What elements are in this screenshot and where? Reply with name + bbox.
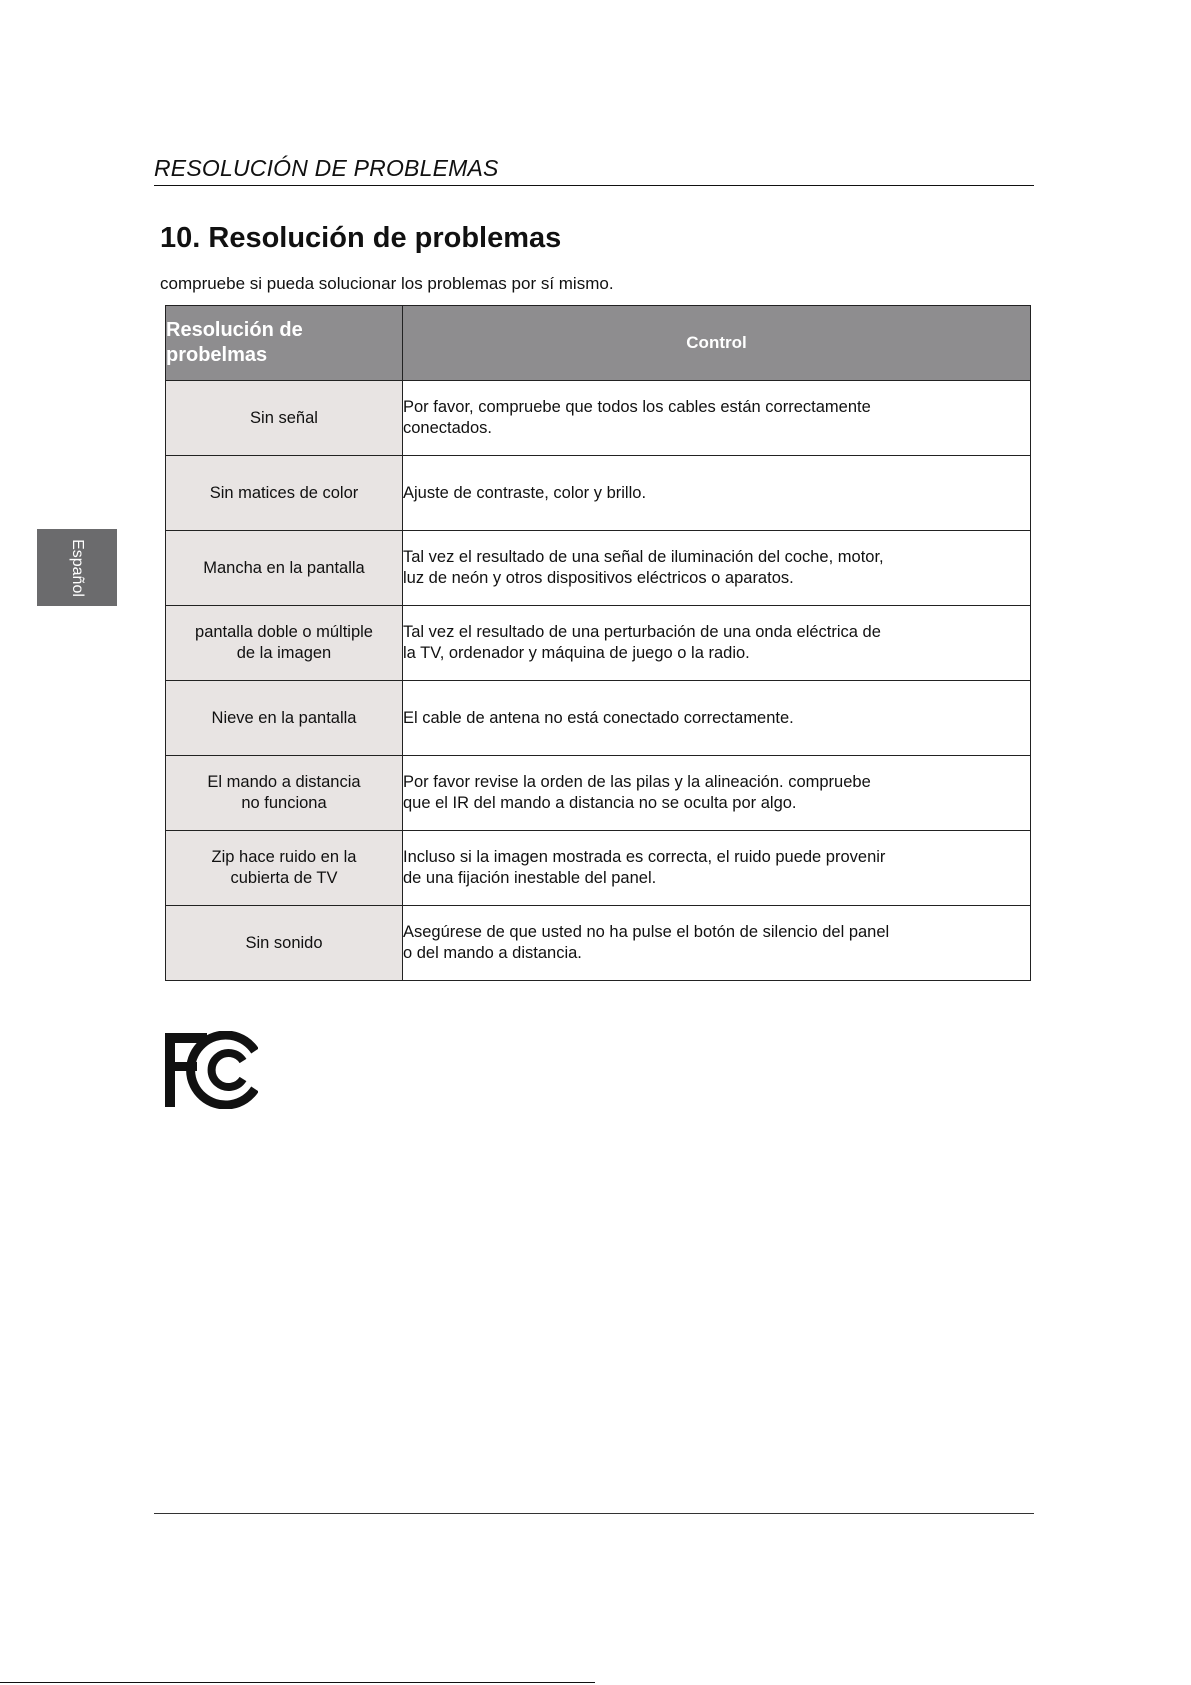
section-header: RESOLUCIÓN DE PROBLEMAS <box>154 155 499 181</box>
problem-cell <box>166 681 403 756</box>
control-cell <box>403 831 1031 906</box>
problem-cell <box>166 531 403 606</box>
problem-text: pantalla doble o múltiple <box>195 623 373 641</box>
problem-text: Sin señal <box>250 408 318 427</box>
header-problem: Resolución de probelmas <box>166 306 403 381</box>
control-text: Tal vez el resultado de una señal de iluminación del coche, motor, <box>403 548 884 566</box>
problem-text: El mando a distancia <box>207 773 361 791</box>
control-text: la TV, ordenador y máquina de juego o la radio. <box>403 644 750 662</box>
intro-text: compruebe si pueda solucionar los problemas por sí mismo. <box>160 274 614 293</box>
control-text: El cable de antena no está conectado correctamente. <box>403 708 794 727</box>
language-tab <box>37 529 117 606</box>
table-row <box>166 456 1031 531</box>
control-text: Por favor, compruebe que todos los cables están correctamente <box>403 398 871 416</box>
control-cell <box>403 531 1031 606</box>
problem-text: Zip hace ruido en la <box>211 848 357 866</box>
table-row <box>166 681 1031 756</box>
problem-text: Sin matices de color <box>209 483 359 502</box>
control-text: luz de neón y otros dispositivos eléctricos o aparatos. <box>403 569 794 587</box>
table-header-row <box>166 306 1031 381</box>
footer-divider <box>154 1513 1034 1514</box>
problem-text: cubierta de TV <box>230 869 338 887</box>
problem-cell <box>166 756 403 831</box>
control-text: de una fijación inestable del panel. <box>403 869 657 887</box>
control-text: Ajuste de contraste, color y brillo. <box>403 483 647 502</box>
control-cell <box>403 906 1031 981</box>
control-text: Tal vez el resultado de una perturbación de una onda eléctrica de <box>403 623 881 641</box>
page-edge-line <box>0 1682 595 1683</box>
problem-text: de la imagen <box>236 644 332 662</box>
table-row <box>166 756 1031 831</box>
problem-cell <box>166 456 403 531</box>
troubleshooting-table <box>165 305 1031 981</box>
page-title: 10. Resolución de problemas <box>160 222 562 254</box>
control-cell <box>403 381 1031 456</box>
table-row <box>166 531 1031 606</box>
problem-cell <box>166 831 403 906</box>
problem-text: no funciona <box>241 794 327 812</box>
problem-text: Mancha en la pantalla <box>203 558 365 577</box>
control-text: o del mando a distancia. <box>403 944 582 962</box>
table-row <box>166 831 1031 906</box>
control-cell <box>403 681 1031 756</box>
table-row <box>166 906 1031 981</box>
header-control: Control <box>403 306 1031 381</box>
language-tab-label: Español <box>68 538 86 597</box>
control-text: Asegúrese de que usted no ha pulse el botón de silencio del panel <box>403 923 890 941</box>
problem-cell <box>166 606 403 681</box>
problem-cell <box>166 906 403 981</box>
header-divider <box>154 185 1034 186</box>
control-text: Por favor revise la orden de las pilas y la alineación. compruebe <box>403 773 871 791</box>
control-text: conectados. <box>403 419 492 437</box>
table-row <box>166 606 1031 681</box>
table-row <box>166 381 1031 456</box>
problem-text: Sin sonido <box>245 933 323 952</box>
problem-cell <box>166 381 403 456</box>
problem-text: Nieve en la pantalla <box>211 708 357 727</box>
control-cell <box>403 756 1031 831</box>
control-cell <box>403 606 1031 681</box>
fcc-logo-icon <box>163 1031 258 1109</box>
control-text: Incluso si la imagen mostrada es correcta, el ruido puede provenir <box>403 848 886 866</box>
control-text: que el IR del mando a distancia no se oculta por algo. <box>403 794 797 812</box>
control-cell <box>403 456 1031 531</box>
